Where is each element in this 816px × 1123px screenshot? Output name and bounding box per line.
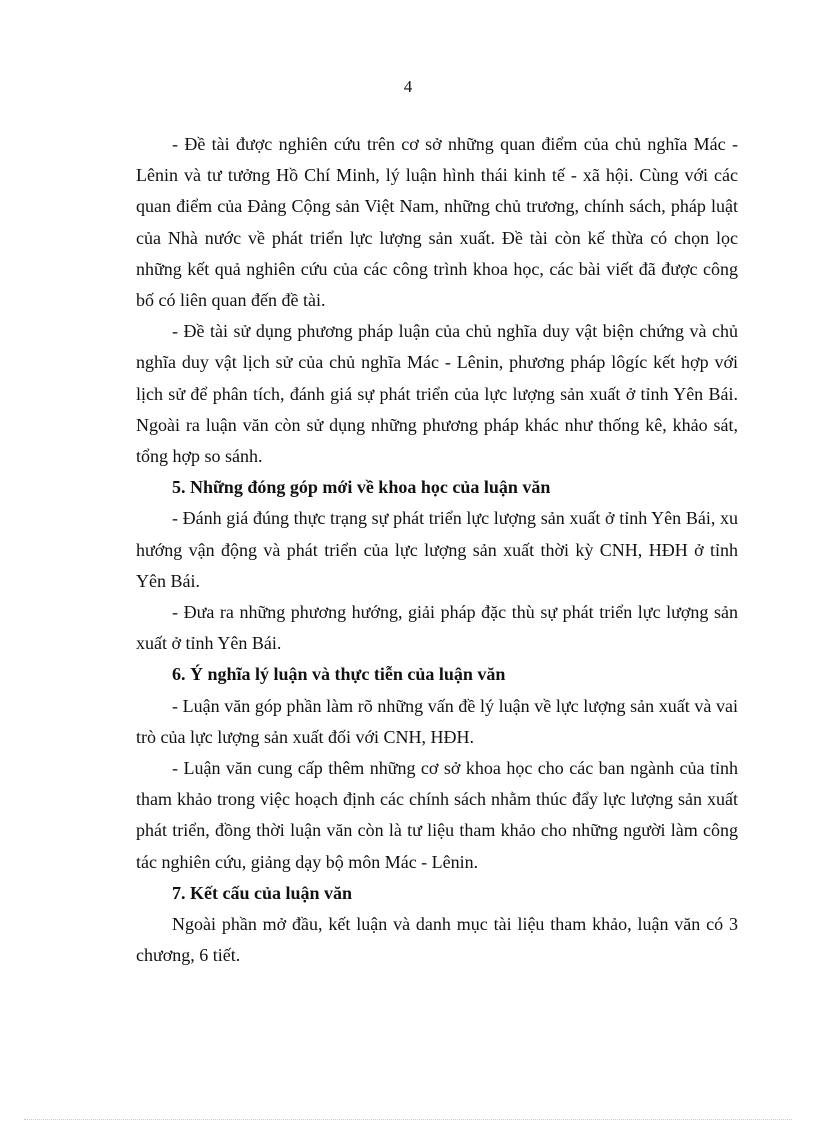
paragraph-research-basis: - Đề tài được nghiên cứu trên cơ sở những quan điểm của chủ nghĩa Mác - Lênin và tư tưởng Hồ Chí Minh, lý luận hình thái kinh tế - xã hội. Cùng với các quan điểm của Đảng Cộng sản Việt Nam, những chủ trương, chính sách, pháp luật của Nhà nước về phát triển lực lượng sản xuất. Đề tài còn kế thừa có chọn lọc những kết quả nghiên cứu của các công trình khoa học, các bài viết đã được công bố có liên quan đến đề tài.	[136, 134, 738, 311]
paragraph-contribution-assessment: - Đánh giá đúng thực trạng sự phát triển lực lượng sản xuất ở tỉnh Yên Bái, xu hướng vận động và phát triển của lực lượng sản xuất thời kỳ CNH, HĐH ở tỉnh Yên Bái.	[136, 508, 738, 591]
paragraph-structure: Ngoài phần mở đầu, kết luận và danh mục tài liệu tham khảo, luận văn có 3 chương, 6 tiết.	[136, 914, 738, 966]
page-number: 4	[403, 77, 413, 96]
paragraph-methodology: - Đề tài sử dụng phương pháp luận của chủ nghĩa duy vật biện chứng và chủ nghĩa duy vật lịch sử của chủ nghĩa Mác - Lênin, phương pháp lôgíc kết hợp với lịch sử để phân tích, đánh giá sự phát triển của lực lượng sản xuất ở tỉnh Yên Bái. Ngoài ra luận văn còn sử dụng những phương pháp khác như thống kê, khảo sát, tổng hợp so sánh.	[136, 321, 738, 467]
paragraph-significance-practice: - Luận văn cung cấp thêm những cơ sở khoa học cho các ban ngành của tỉnh tham khảo trong việc hoạch định các chính sách nhằm thúc đẩy lực lượng sản xuất phát triển, đồng thời luận văn còn là tư liệu tham khảo cho những người làm công tác nghiên cứu, giảng dạy bộ môn Mác - Lênin.	[136, 758, 738, 872]
document-body	[136, 129, 738, 971]
paragraph-contribution-solutions: - Đưa ra những phương hướng, giải pháp đặc thù sự phát triển lực lượng sản xuất ở tỉnh Yên Bái.	[136, 602, 738, 654]
section-heading-contributions: 5. Những đóng góp mới về khoa học của luận văn	[172, 477, 551, 498]
paragraph-significance-theory: - Luận văn góp phần làm rõ những vấn đề lý luận về lực lượng sản xuất và vai trò của lực lượng sản xuất đối với CNH, HĐH.	[136, 695, 738, 747]
page-bottom-divider	[24, 1119, 792, 1120]
section-heading-significance: 6. Ý nghĩa lý luận và thực tiễn của luận văn	[172, 664, 506, 685]
section-heading-structure: 7. Kết cấu của luận văn	[172, 882, 353, 903]
